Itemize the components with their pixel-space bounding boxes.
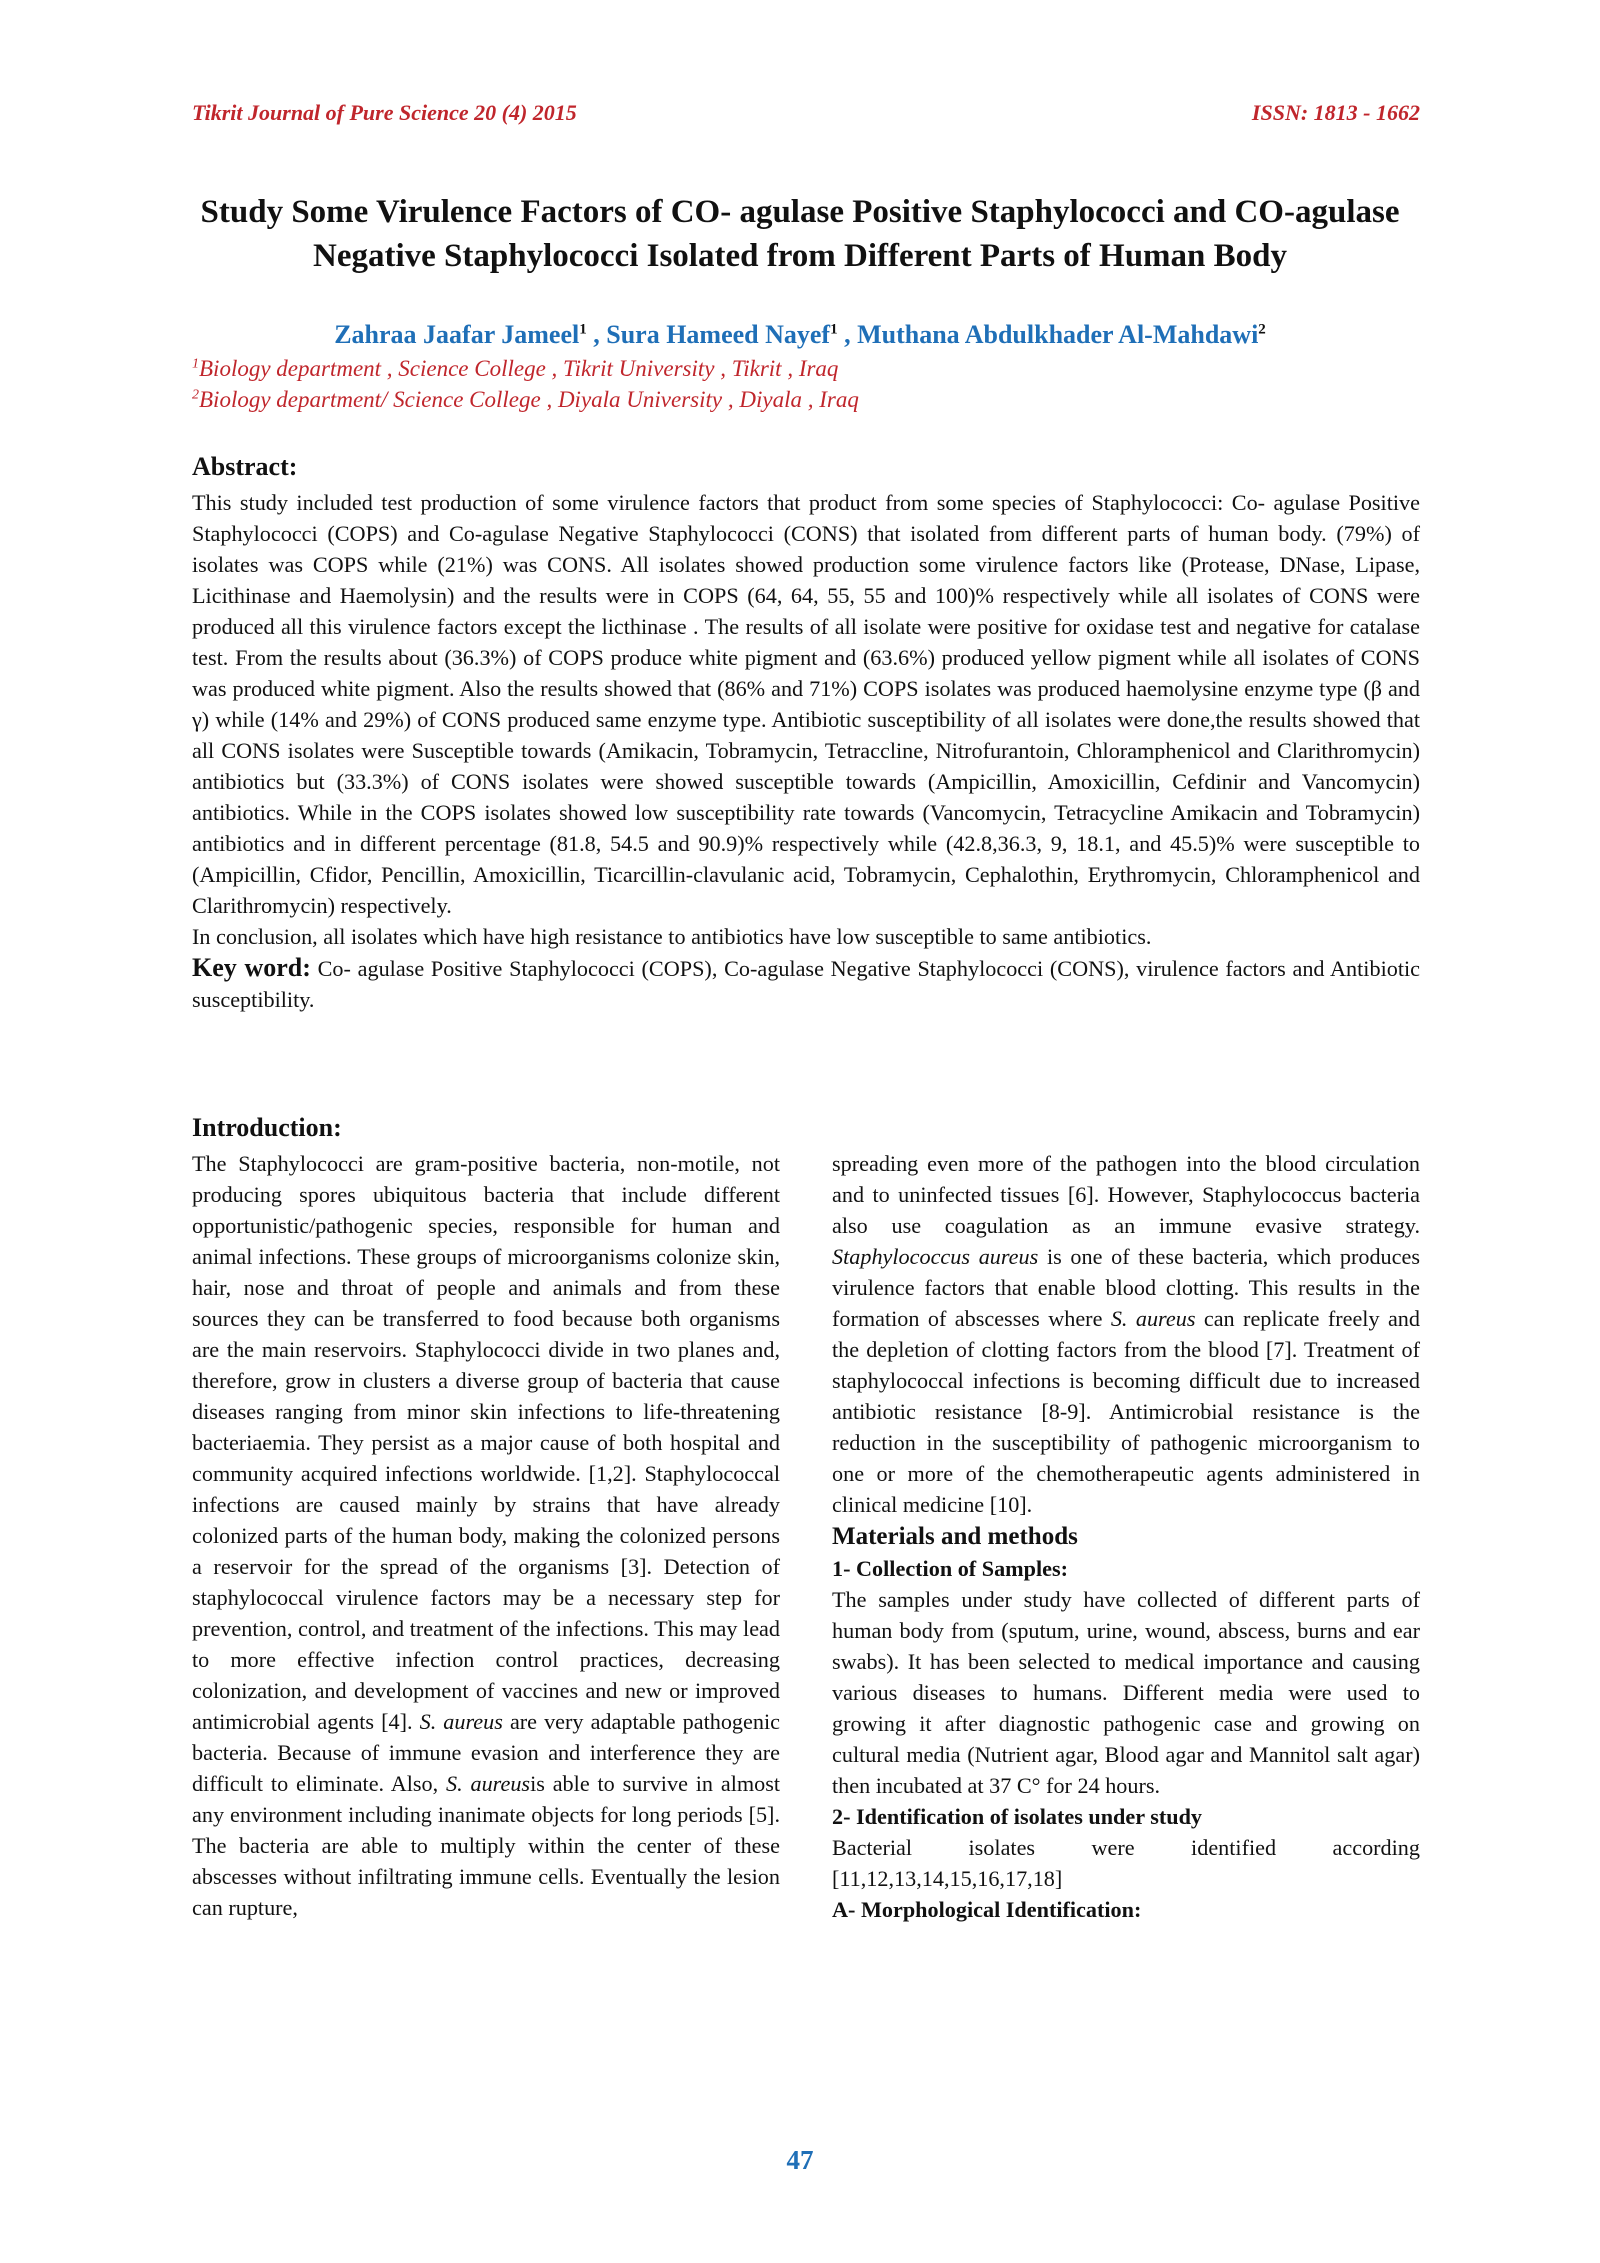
- methods-paragraph: The samples under study have collected of different parts of human body from (sputum, urine, wound, abscess, burns and ear swabs). It has been selected to medical importance and causing various diseases to humans. Different media were used to growing it after diagnostic pathogenic case and growing on cultural media (Nutrient agar, Blood agar and Mannitol salt agar) then incubated at 37 C° for 24 hours.: [832, 1587, 1420, 1798]
- intro-text-right-start: spreading even more of the pathogen into the blood circulation and to uninfected tissues [6]. However, Staphylococcus bacteria also use coagulation as an immune evasive strategy.: [832, 1151, 1420, 1238]
- issn-header: ISSN: 1813 - 1662: [1251, 100, 1420, 125]
- author-name: Sura Hameed Nayef: [606, 320, 831, 349]
- intro-text: can replicate freely and the depletion of clotting factors from the blood [7]. Treatment of staphylococcal infections is becoming difficult due to increased antibiotic resistance [8-9]. Antimicrobial resistance is the reduction in the susceptibility of pathogenic microorganism to one or more of the chemotherapeutic agents administered in clinical medicine [10].: [832, 1306, 1420, 1517]
- keywords-label: Key word:: [192, 953, 311, 982]
- author-affiliation-mark: 1: [830, 321, 838, 338]
- intro-text: is one of these bacteria, which produces virulence factors that enable blood clotting. This results in the formation of abscesses where: [832, 1244, 1420, 1331]
- right-column: [832, 1148, 1420, 1925]
- author-affiliation-mark: 2: [1258, 321, 1266, 338]
- affiliation-text: Biology department/ Science College , Diyala University , Diyala , Iraq: [199, 387, 859, 412]
- introduction-paragraph: [192, 1148, 780, 1923]
- methods-paragraph: Bacterial isolates were identified according [11,12,13,14,15,16,17,18]: [832, 1835, 1420, 1891]
- keywords-text: Co- agulase Positive Staphylococci (COPS), Co-agulase Negative Staphylococci (CONS), virulence factors and Antibiotic susceptibility.: [192, 956, 1421, 1012]
- affiliation-mark: 2: [192, 387, 199, 403]
- section-heading: A- Morphological Identification:: [832, 1897, 1142, 1922]
- species-name: S. aureus: [419, 1709, 503, 1734]
- intro-text: The Staphylococci are gram-positive bacteria, non-motile, not producing spores ubiquitous bacteria that include different opportunistic/pathogenic species, responsible for human and animal infections. These groups of microorganisms colonize skin, hair, nose and throat of people and animals and from these sources they can be transferred to food because both organisms are the main reservoirs. Staphylococci divide in two planes and, therefore, grow in clusters a diverse group of bacteria that cause diseases ranging from minor skin infections to life-threatening bacteriaemia. They persist as a major cause of both hospital and community acquired infections worldwide. [1,2]. Staphylococcal infections are caused mainly by strains that have already colonized parts of the human body, making the colonized persons a reservoir for the spread of the organisms [3]. Detection of staphylococcal virulence factors may be a necessary step for prevention, control, and treatment of the infections. This may lead to more effective infection control practices, decreasing colonization, and development of vaccines and new or improved antimicrobial agents [4].: [192, 1151, 780, 1734]
- species-name: Staphylococcus aureus: [832, 1244, 1039, 1269]
- intro-text-left-end: is able to survive in almost any environment including inanimate objects for long periods [5]. The bacteria are able to multiply within the center of these abscesses without infiltrating immune cells. Eventually the lesion can rupture,: [192, 1771, 781, 1920]
- author-name: Muthana Abdulkhader Al-Mahdawi: [857, 320, 1259, 349]
- keywords: [192, 952, 1420, 1015]
- species-name: S. aureus: [1110, 1306, 1196, 1331]
- affiliation-mark: 1: [192, 356, 199, 372]
- methods-heading: Materials and methods: [832, 1523, 1078, 1550]
- introduction-heading: Introduction:: [192, 1113, 342, 1142]
- section-heading: 1- Collection of Samples:: [832, 1556, 1069, 1581]
- page-number: 47: [786, 2145, 814, 2175]
- abstract-heading: Abstract:: [192, 452, 298, 481]
- intro-text: are very adaptable pathogenic bacteria. Because of immune evasion and interference they are difficult to eliminate. Also,: [192, 1709, 780, 1796]
- affiliation-text: Biology department , Science College , Tikrit University , Tikrit , Iraq: [199, 356, 839, 381]
- affiliation: [192, 356, 838, 382]
- author-name: Zahraa Jaafar Jameel: [334, 320, 580, 349]
- affiliation: [192, 387, 859, 413]
- author-affiliation-mark: 1: [579, 321, 587, 338]
- abstract-conclusion: In conclusion, all isolates which have high resistance to antibiotics have low susceptible to same antibiotics.: [192, 924, 1152, 949]
- left-column: [192, 1148, 780, 1923]
- abstract-text: This study included test production of some virulence factors that product from some species of Staphylococci: Co- agulase Positive Staphylococci (COPS) and Co-agulase Negative Staphylococci (CONS) that isolated from different parts of human body. (79%) of isolates was COPS while (21%) was CONS. All isolates showed production some virulence factors like (Protease, DNase, Lipase, Licithinase and Haemolysin) and the results were in COPS (64, 64, 55, 55 and 100)% respectively while all isolates of CONS were produced all this virulence factors except the licthinase . The results of all isolate were positive for oxidase test and negative for catalase test. From the results about (36.3%) of COPS produce white pigment and (63.6%) produced yellow pigment while all isolates of CONS was produced white pigment. Also the results showed that (86% and 71%) COPS isolates was produced haemolysine enzyme type (β and γ) while (14% and 29%) of CONS produced same enzyme type. Antibiotic susceptibility of all isolates were done,the results showed that all CONS isolates were Susceptible towards (Amikacin, Tobramycin, Tetraccline, Nitrofurantoin, Chloramphenicol and Clarithromycin) antibiotics but (33.3%) of CONS isolates were showed susceptible towards (Ampicillin, Amoxicillin, Cefdinir and Vancomycin) antibiotics. While in the COPS isolates showed low susceptibility rate towards (Vancomycin, Tetracycline Amikacin and Tobramycin) antibiotics and in different percentage (81.8, 54.5 and 90.9)% respectively while (42.8,36.3, 9, 18.1, and 45.5)% were susceptible to (Ampicillin, Cfidor, Pencillin, Amoxicillin, Ticarcillin-clavulanic acid, Tobramycin, Cephalothin, Erythromycin, Chloramphenicol and Clarithromycin) respectively.: [192, 490, 1420, 918]
- introduction-paragraph-continued: [832, 1148, 1420, 1520]
- journal-header: Tikrit Journal of Pure Science 20 (4) 2015: [192, 100, 577, 125]
- section-heading: 2- Identification of isolates under study: [832, 1804, 1203, 1829]
- abstract-body: [192, 487, 1420, 1015]
- author-list: Zahraa Jaafar Jameel$^1$ , Sura Hameed Nayef$^1$ , Muthana Abdulkhader Al-Mahdawi$^2$: [334, 320, 1266, 349]
- species-name: S. aureus: [446, 1771, 531, 1796]
- paper-title: Study Some Virulence Factors of CO- agulase Positive Staphylococci and CO-agulase Negative Staphylococci Isolated from Different Parts of Human Body: [200, 194, 1400, 274]
